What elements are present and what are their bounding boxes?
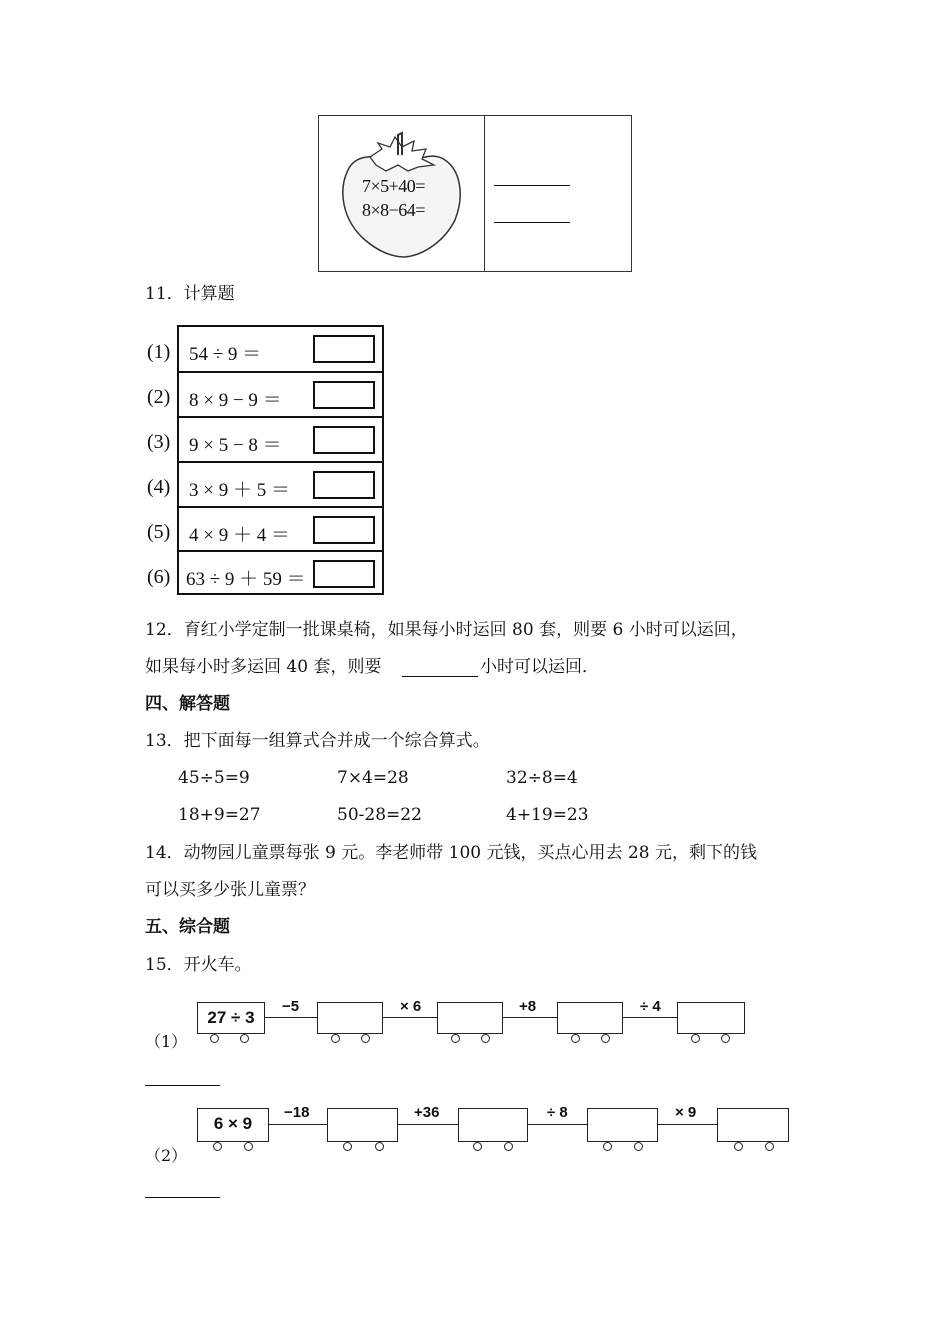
train-car-label: 27 ÷ 3 — [207, 1008, 255, 1027]
answer-box[interactable] — [313, 426, 375, 454]
train-car-start — [197, 1002, 265, 1034]
train-1-label: （1） — [145, 1032, 188, 1051]
answer-blank-1[interactable] — [494, 185, 570, 186]
wheel-icon — [691, 1034, 700, 1043]
answer-box[interactable] — [313, 560, 375, 588]
wheel-icon — [331, 1034, 340, 1043]
train-operator: ÷ 8 — [547, 1104, 568, 1121]
calc-number-5: (5) — [147, 521, 171, 543]
answer-blank-2[interactable] — [494, 222, 570, 223]
wheel-icon — [734, 1142, 743, 1151]
question-14-line-2: 可以买多少张儿童票？ — [145, 880, 315, 900]
train-car-answer[interactable] — [587, 1108, 658, 1142]
train-car-start — [197, 1108, 269, 1142]
wheel-icon — [213, 1142, 222, 1151]
calc-row — [179, 371, 382, 415]
section-5-heading: 五、综合题 — [145, 917, 230, 937]
question-12-line-2b: 小时可以运回． — [480, 657, 599, 677]
train-operator: × 9 — [675, 1104, 697, 1121]
equation: 4+19=23 — [506, 805, 589, 825]
calc-number-4: (4) — [147, 476, 171, 498]
wheel-icon — [473, 1142, 482, 1151]
question-14-line-1: 14．动物园儿童票每张 9 元。李老师带 100 元钱，买点心用去 28 元，剩下的钱 — [145, 843, 757, 863]
equation: 7×4=28 — [337, 768, 409, 788]
wheel-icon — [343, 1142, 352, 1151]
calc-number-6: (6) — [147, 566, 171, 588]
wheel-icon — [481, 1034, 490, 1043]
wheel-icon — [721, 1034, 730, 1043]
train-link — [623, 1017, 677, 1018]
strawberry-expression-2: 8×8−64= — [362, 200, 425, 220]
calc-expression: 63 ÷ 9 ＋ 59 ＝ — [186, 569, 306, 590]
train-car-answer[interactable] — [327, 1108, 398, 1142]
wheel-icon — [244, 1142, 253, 1151]
calc-row — [179, 416, 382, 460]
question-13-title: 13．把下面每一组算式合并成一个综合算式。 — [145, 731, 490, 751]
wheel-icon — [634, 1142, 643, 1151]
calc-row — [179, 550, 382, 594]
train-link — [503, 1017, 557, 1018]
calc-number-2: (2) — [147, 386, 171, 408]
train-operator: −5 — [282, 998, 300, 1015]
train-link — [658, 1124, 717, 1125]
train-link — [528, 1124, 587, 1125]
wheel-icon — [361, 1034, 370, 1043]
calc-expression: 3 × 9 ＋ 5 ＝ — [189, 480, 290, 501]
calc-expression: 8 × 9 − 9 ＝ — [189, 390, 282, 411]
answer-box[interactable] — [313, 381, 375, 409]
equation: 18+9=27 — [178, 805, 261, 825]
train-operator: ÷ 4 — [640, 998, 661, 1015]
strawberry-table-divider — [484, 115, 485, 272]
train-operator: −18 — [284, 1104, 310, 1121]
question-12-line-2a: 如果每小时多运回 40 套，则要 — [145, 657, 382, 677]
train-operator: +36 — [414, 1104, 440, 1121]
section-4-heading: 四、解答题 — [145, 694, 230, 714]
calc-expression: 4 × 9 ＋ 4 ＝ — [189, 525, 290, 546]
strawberry-expression-1: 7×5+40= — [362, 176, 425, 196]
equation: 50-28=22 — [337, 805, 422, 825]
train-car-answer[interactable] — [717, 1108, 789, 1142]
calc-number-3: (3) — [147, 431, 171, 453]
train-link — [398, 1124, 458, 1125]
question-11-title: 11．计算题 — [145, 284, 235, 304]
wheel-icon — [240, 1034, 249, 1043]
answer-box[interactable] — [313, 471, 375, 499]
calc-row — [179, 461, 382, 505]
train-link — [269, 1124, 327, 1125]
wheel-icon — [603, 1142, 612, 1151]
train-car-answer[interactable] — [437, 1002, 503, 1034]
train-car-answer[interactable] — [458, 1108, 528, 1142]
train-car-answer[interactable] — [317, 1002, 383, 1034]
wheel-icon — [765, 1142, 774, 1151]
answer-blank-train-1[interactable] — [145, 1085, 220, 1086]
wheel-icon — [504, 1142, 513, 1151]
train-car-answer[interactable] — [677, 1002, 745, 1034]
train-operator: × 6 — [400, 998, 422, 1015]
wheel-icon — [375, 1142, 384, 1151]
answer-blank-q12[interactable] — [402, 676, 478, 677]
question-15-title: 15．开火车。 — [145, 955, 252, 975]
train-operator: +8 — [519, 998, 537, 1015]
answer-box[interactable] — [313, 335, 375, 363]
train-link — [265, 1017, 317, 1018]
train-car-answer[interactable] — [557, 1002, 623, 1034]
calc-expression: 54 ÷ 9 ＝ — [189, 344, 262, 365]
calc-row — [179, 506, 382, 550]
calc-expression: 9 × 5 − 8 ＝ — [189, 435, 282, 456]
equation: 32÷8=4 — [506, 768, 578, 788]
question-12-line-1: 12．育红小学定制一批课桌椅，如果每小时运回 80 套，则要 6 小时可以运回， — [145, 620, 748, 640]
wheel-icon — [451, 1034, 460, 1043]
train-car-label: 6 × 9 — [213, 1114, 253, 1133]
calc-row — [179, 327, 382, 371]
wheel-icon — [601, 1034, 610, 1043]
answer-box[interactable] — [313, 516, 375, 544]
wheel-icon — [210, 1034, 219, 1043]
train-link — [383, 1017, 437, 1018]
calc-number-1: (1) — [147, 341, 171, 363]
equation: 45÷5=9 — [178, 768, 250, 788]
train-2-label: （2） — [145, 1146, 188, 1165]
wheel-icon — [571, 1034, 580, 1043]
answer-blank-train-2[interactable] — [145, 1197, 220, 1198]
calculation-table — [177, 325, 384, 595]
